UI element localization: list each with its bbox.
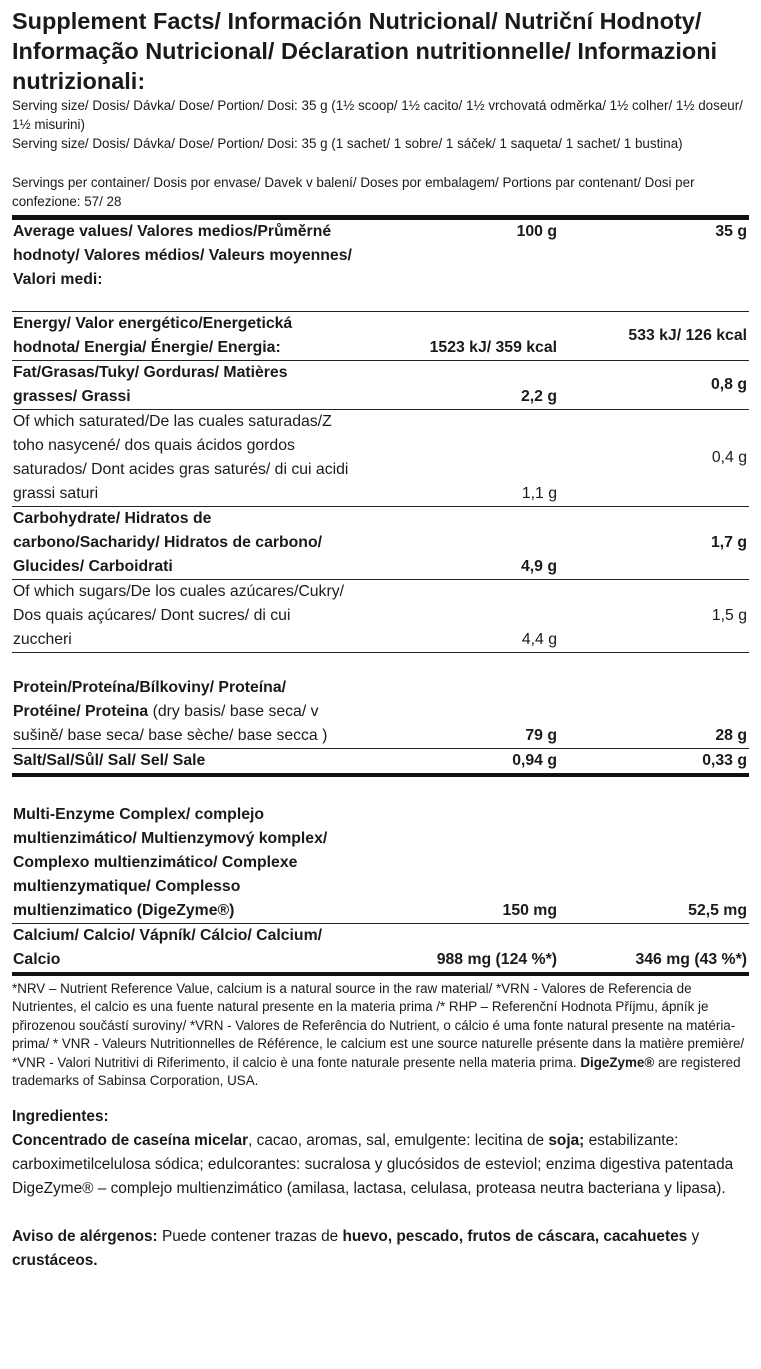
nutrition-table (12, 215, 749, 976)
ingredients-heading: Ingredientes: (12, 1108, 109, 1126)
row-protein (12, 653, 749, 749)
row-calcium (12, 923, 749, 974)
header-per-100g: 100 g (516, 223, 557, 240)
footnotes (12, 980, 749, 1092)
ingredients-text-2: estabilizante: carboximetilcelulosa sódica; edulcorantes: sucralosa y glucósidos de esteviol; enzima digestiva patentada DigeZyme® – complejo multienzimático (amilasa, lactasa, celulasa, proteasa neutra bacteriana y lipasa). (12, 1132, 734, 1198)
serving-size-scoop: Serving size/ Dosis/ Dávka/ Dose/ Portion/ Dosi: 35 g (1½ scoop/ 1½ cacito/ 1½ vrchovatá odměrka/ 1½ colher/ 1½ doseur/ 1½ misurini) (12, 98, 743, 132)
label-title: Supplement Facts/ Información Nutricional/ Nutriční Hodnoty/ Informação Nutricional/ Déclaration nutritionnelle/ Informazioni nutrizionali: (12, 8, 718, 94)
row-label: Salt/Sal/Sůl/ Sal/ Sel/ Sale (13, 752, 206, 769)
header-average-values: Average values/ Valores medios/Průměrné hodnoty/ Valores médios/ Valeurs moyennes/ Valori medi: (13, 223, 352, 288)
value-per-serving: 533 kJ/ 126 kcal (628, 327, 747, 344)
row-label: Of which saturated/De las cuales saturadas/Z toho nasycené/ dos quais ácidos gordos saturados/ Dont acides gras saturés/ di cui acidi grassi saturi (13, 413, 349, 502)
trademark-name: DigeZyme® (580, 1054, 655, 1070)
allergen-text-1: Puede contener trazas de (157, 1228, 343, 1246)
value-per-serving: 0,33 g (702, 752, 747, 769)
allergen-text-2: y (687, 1228, 700, 1246)
ingredient-casein: Concentrado de caseína micelar (12, 1132, 249, 1150)
value-per-serving: 1,7 g (711, 534, 747, 551)
row-energy (12, 312, 749, 361)
allergen-warning (12, 1225, 749, 1273)
servings-per-container: Servings per container/ Dosis por envase/ Davek v balení/ Doses por embalagem/ Portions par contenant/ Dosi per confezione: 57/ 28 (12, 175, 695, 209)
serving-size-sachet: Serving size/ Dosis/ Dávka/ Dose/ Portion/ Dosi: 35 g (1 sachet/ 1 sobre/ 1 sáček/ 1 saqueta/ 1 sachet/ 1 bustina) (12, 136, 683, 151)
value-per-serving: 0,8 g (711, 376, 747, 393)
protein-label-note: (dry basis/ base seca/ v sušině/ base seca/ base sèche/ base secca ) (13, 703, 328, 744)
row-multi-enzyme-complex (12, 775, 749, 923)
value-per-serving: 52,5 mg (688, 901, 747, 919)
value-per-100g: 4,4 g (521, 631, 557, 648)
row-salt (12, 749, 749, 776)
row-label: Multi-Enzyme Complex/ complejo multienzimático/ Multienzymový komplex/ Complexo multienzimático/ Complexe multienzymatique/ Complesso multienzimatico (DigeZyme®) (13, 805, 328, 919)
value-per-serving: 1,5 g (711, 607, 747, 624)
value-per-100g: 1,1 g (521, 485, 557, 502)
allergen-list: huevo, pescado, frutos de cáscara, cacahuetes (342, 1228, 688, 1246)
row-label: Calcium/ Calcio/ Vápník/ Cálcio/ Calcium/ Calcio (13, 926, 323, 968)
row-sugars (12, 580, 749, 653)
serving-info (12, 96, 749, 211)
value-per-100g: 150 mg (502, 901, 557, 919)
row-label: Carbohydrate/ Hidratos de carbono/Sacharidy/ Hidratos de carbono/ Glucides/ Carboidrati (13, 510, 322, 575)
trademark-note: are registered trademarks of Sabinsa Corporation, USA. (12, 1054, 741, 1089)
protein-label-bold: Protein/Proteína/Bílkoviny/ Proteína/ Protéine/ Proteina (13, 679, 286, 720)
table-header-row (12, 218, 749, 312)
value-per-100g: 4,9 g (521, 558, 557, 575)
value-per-100g: 988 mg (124 %*) (436, 950, 557, 968)
row-carbohydrate (12, 507, 749, 580)
value-per-serving: 0,4 g (711, 449, 747, 466)
value-per-100g: 2,2 g (521, 388, 557, 405)
value-per-100g: 1523 kJ/ 359 kcal (429, 339, 557, 356)
ingredient-soy: soja; (548, 1132, 585, 1150)
nrv-footnote: *NRV – Nutrient Reference Value, calcium is a natural source in the raw material/ *VRN - Valores de Referencia de Nutrientes, el calcio es una fuente natural presente en la materia prima /* RHP – Referenční Hodnota Příjmu, ápník je přirozenou součástí suroviny/ *VRN - Valores de Referência do Nutrient, o cálcio é uma fonte natural presente na matéria-prima/ * VNR - Valeurs Nutritionnelles de Référence, le calcium est une source naturelle présente dans la matière première/ *VNR - Valori Nutritivi di Riferimento, il calcio è una fonte naturale presente nella materia prima. (12, 980, 745, 1070)
header-per-serving: 35 g (715, 223, 747, 240)
value-per-100g: 79 g (525, 727, 557, 744)
row-label: Fat/Grasas/Tuky/ Gorduras/ Matières grasses/ Grassi (13, 364, 288, 405)
row-saturated-fat (12, 410, 749, 507)
allergen-heading: Aviso de alérgenos: (12, 1228, 158, 1246)
row-label (12, 653, 353, 749)
ingredients-list (12, 1129, 749, 1201)
row-label: Energy/ Valor energético/Energetická hodnota/ Energia/ Énergie/ Energia: (13, 315, 293, 356)
allergen-crustaceans: crustáceos. (12, 1252, 98, 1270)
row-fat (12, 361, 749, 410)
ingredients-section (12, 1105, 749, 1201)
row-label: Of which sugars/De los cuales azúcares/Cukry/ Dos quais açúcares/ Dont sucres/ di cui zuccheri (13, 583, 344, 648)
value-per-serving: 28 g (715, 727, 747, 744)
value-per-100g: 0,94 g (512, 752, 557, 769)
value-per-serving: 346 mg (43 %*) (635, 950, 747, 968)
ingredients-text-1: , cacao, aromas, sal, emulgente: lecitina de (248, 1132, 549, 1150)
